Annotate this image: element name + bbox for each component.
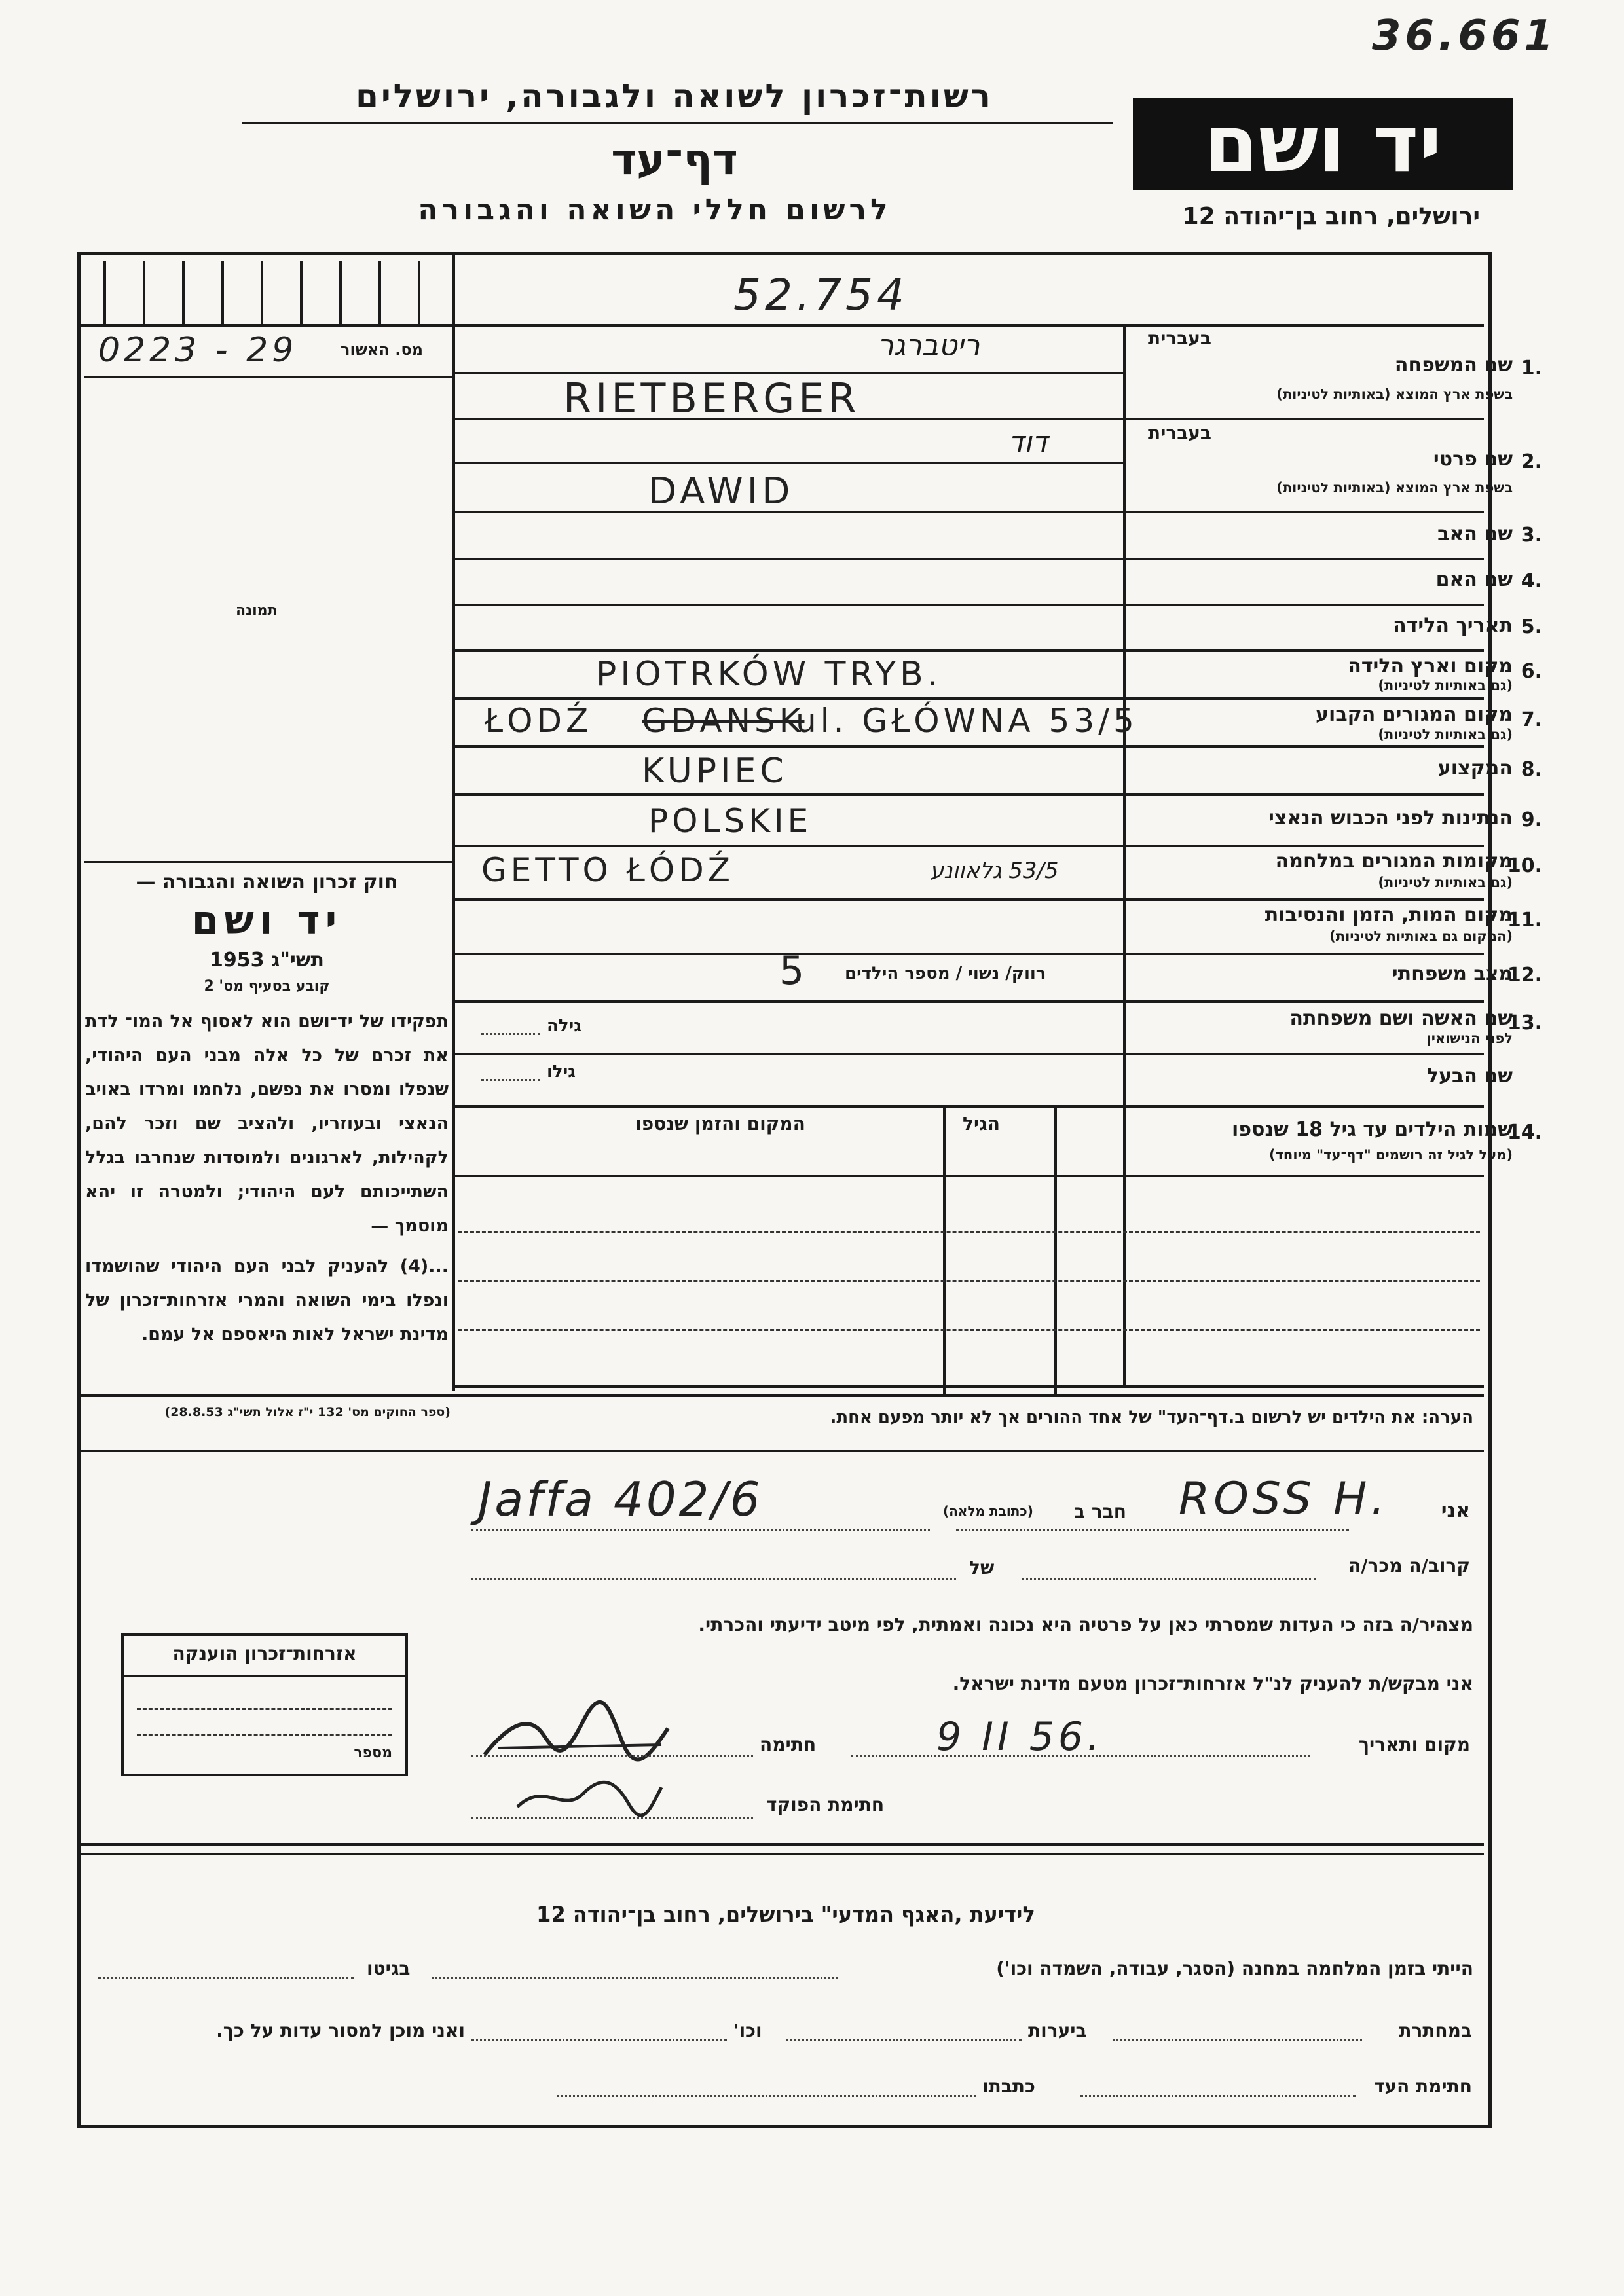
- row-14-number: 14.: [1507, 1121, 1542, 1144]
- member-label: חבר ב: [1074, 1501, 1126, 1522]
- footer-line1-a: הייתי בזמן המלחמה במחנה (הסגר, עבודה, השמדה וכו'): [996, 1958, 1473, 1979]
- form-title: דף־עד: [611, 134, 738, 185]
- witness-signature: [471, 1696, 681, 1774]
- place-date-label: מקום ותאריך: [1358, 1734, 1470, 1755]
- row-6-label: מקום וארץ הלידה: [1348, 655, 1513, 678]
- citizenship-box: [121, 1633, 408, 1776]
- header-underline: [242, 122, 1113, 124]
- profession-value: KUPIEC: [642, 752, 788, 791]
- citizenship-value: POLSKIE: [648, 802, 813, 840]
- residence-crossed: GDANSK: [642, 702, 805, 740]
- row-10-label: מקומות המגורים במלחמה: [1275, 850, 1513, 873]
- surname-hebrew: ריטברגר: [877, 329, 980, 362]
- top-row-divider: [81, 324, 1484, 327]
- surname-latin: RIETBERGER: [563, 374, 860, 422]
- signature-label: חתימה: [760, 1734, 817, 1755]
- left-column-divider: [452, 255, 455, 1391]
- row-7-label: מקום המגורים הקבוע: [1316, 703, 1513, 726]
- photo-label: תמונה: [236, 602, 278, 619]
- row-4-label: שם האם: [1435, 568, 1513, 591]
- row-2-sublabel: בשפת ארץ המוצא (באותיות לטיניות): [1276, 480, 1513, 496]
- column-place: המקום והזמן שנספו: [635, 1113, 805, 1135]
- footer-line2-b: ביערות: [1028, 2020, 1087, 2041]
- address-value: Jaffa 402/6: [478, 1472, 763, 1527]
- birthplace-value: PIOTRKÓW TRYB.: [596, 655, 942, 694]
- footer-line2-c: וכו': [733, 2020, 762, 2041]
- family-status-options: רווק/ נשוי / מספר הילדים: [845, 964, 1046, 983]
- citizenship-box-title: אזרחות־זכרון הוענקה: [172, 1643, 357, 1664]
- row-12-label: מצב משפחתי: [1392, 962, 1513, 985]
- residence-value: ŁODŹ: [485, 702, 593, 740]
- footer-line2-d: ואני מוכן למסור עדות על כך.: [216, 2020, 465, 2041]
- row-3-number: 3.: [1521, 524, 1542, 547]
- footer-line1-b: בגיטו: [367, 1958, 411, 1979]
- row-5-number: 5.: [1521, 615, 1542, 638]
- row-8-label: המקצוע: [1437, 757, 1513, 780]
- hebrew-label-2: בעברית: [1147, 422, 1211, 444]
- row-2-label: שם פרטי: [1433, 448, 1513, 471]
- footer-line2-a: במחתרת: [1399, 2020, 1472, 2041]
- label-column-divider: [1123, 324, 1126, 1385]
- form-subtitle: לרשום חללי השואה והגבורה: [418, 193, 892, 227]
- hebrew-label-1: בעברית: [1147, 327, 1211, 349]
- law-name: יד ושם: [191, 898, 342, 943]
- firstname-hebrew: דוד: [1008, 426, 1048, 459]
- institution-name: רשות־זכרון לשואה ולגבורה, ירושלים: [356, 77, 993, 115]
- witness-name: ROSS H.: [1179, 1473, 1390, 1525]
- row-10-sublabel: (גם באותיות לטיניות): [1378, 875, 1513, 890]
- row-5-label: תאריך הלידה: [1393, 614, 1513, 637]
- column-age: הגיל: [963, 1113, 1000, 1135]
- signer-label: חתימת הפוקד: [766, 1794, 885, 1815]
- children-count: 5: [779, 948, 809, 994]
- husband-name-label: שם הבעל: [1426, 1065, 1513, 1087]
- wartime-residence-value: GETTO ŁÓDŹ: [481, 851, 735, 889]
- handwritten-number: 36.661: [1372, 12, 1557, 60]
- date-value: 9 II 56.: [936, 1714, 1104, 1760]
- row-1-label: שם המשפחה: [1394, 354, 1513, 376]
- children-table-title: שמות הילדים עד גיל 18 שנספו: [1232, 1118, 1513, 1141]
- law-year: תשי"ג 1953: [209, 949, 325, 972]
- row-1-sublabel: בשפת ארץ המוצא (באותיות לטיניות): [1276, 386, 1513, 402]
- law-box: [85, 871, 449, 1352]
- residence-street: ul. GŁÓWNA 53/5: [796, 702, 1138, 740]
- law-title: חוק זכרון השואה והגבורה —: [136, 871, 398, 894]
- row-10-number: 10.: [1507, 854, 1542, 877]
- footer-line3-a: חתימת העד: [1373, 2075, 1472, 2097]
- row-9-label: הנתינות לפני הכבוש הנאצי: [1268, 807, 1513, 829]
- row-7-number: 7.: [1521, 708, 1542, 731]
- law-text-1: תפקידו של יד־ושם הוא לאסוף אל המו־ לדת את זכרם של כל אלה מבני העם היהודי, שנפלו ומסרו את נפשם, נלחמו ומרדו באויב הנאצי ובעוזריו, ולהציב שם וזכר להם, לקהילות, לארגונים ולמוסדות שנחרבו בגלל השתייכותם לעם היהודי; ולמטרה זו יהא מוסמך —: [85, 1011, 449, 1236]
- i-label: אני: [1441, 1499, 1470, 1522]
- permit-value: 0223 - 29: [98, 331, 298, 370]
- row-7-sublabel: (גם באותיות לטיניות): [1378, 727, 1513, 742]
- footer-line3-b: כתבתו: [982, 2075, 1035, 2097]
- firstname-latin: DAWID: [648, 470, 794, 513]
- full-address-label: (כתובת מלאה): [943, 1503, 1033, 1519]
- row-13-label: שם האשה ושם משפחתה: [1289, 1007, 1513, 1030]
- note-text: הערה: את הילדים יש לרשום ב.דף־העד" של אחד ההורים אך לא יותר מפעם אחת.: [830, 1408, 1473, 1427]
- husband-age-label: גילו: [547, 1062, 576, 1082]
- row-13-sublabel: לפני הנישואין: [1426, 1030, 1513, 1046]
- row-12-number: 12.: [1507, 964, 1542, 987]
- permit-label: מס. האשור: [341, 340, 423, 359]
- row-11-number: 11.: [1507, 909, 1542, 932]
- row-8-number: 8.: [1521, 758, 1542, 781]
- citizenship-box-number: מספר: [354, 1745, 392, 1761]
- row-2-number: 2.: [1521, 450, 1542, 473]
- law-clause: קובע בסעיף מס' 2: [204, 978, 330, 994]
- row-9-number: 9.: [1521, 809, 1542, 831]
- address-line: ירושלים, רחוב בן־יהודה 12: [1182, 203, 1480, 230]
- wife-age-label: גילה: [547, 1016, 581, 1036]
- wartime-address-value: 53/5 גלאוונע: [930, 858, 1059, 884]
- row-13-number: 13.: [1507, 1011, 1542, 1034]
- yad-vashem-logo: יד ושם: [1133, 98, 1513, 190]
- row-6-sublabel: (גם באותיות לטיניות): [1378, 678, 1513, 693]
- law-text-2: ...(4) להעניק לבני העם היהודי שהושמדו ונפלו בימי השואה והמרי אזרחות־זכרון של מדינת ישראל לאות היאספם אל עמם.: [85, 1256, 449, 1345]
- row-1-number: 1.: [1521, 357, 1542, 380]
- children-table-subtitle: (מעל לגיל זה רושמים "דף־עד" מיוחד): [1268, 1147, 1513, 1163]
- row-3-label: שם האב: [1437, 522, 1513, 545]
- row-11-sublabel: (המקום גם באותיות לטיניות): [1329, 928, 1513, 944]
- declaration-request: אני מבקש/ת להעניק לנ"ל אזרחות־זכרון מטעם מדינת ישראל.: [952, 1673, 1473, 1694]
- declaration-statement: מצהיר/ה בזה כי העדות שמסרתי כאן על פרטיה היא נכונה ואמתית, לפי מיטב ידיעתי והכרתי.: [698, 1614, 1473, 1635]
- of-label: של: [969, 1557, 995, 1578]
- record-number: 52.754: [733, 270, 908, 320]
- row-11-label: מקום המות, הזמן והנסיבות: [1264, 903, 1513, 926]
- row-6-number: 6.: [1521, 660, 1542, 683]
- law-citation: (ספר החוקים מס' 132 י"ז אלול תשי"ג 28.8.53): [164, 1405, 451, 1419]
- row-4-number: 4.: [1521, 570, 1542, 592]
- footer-notice: לידיעת ,האגף המדעי" בירושלים, רחוב בן־יהודה 12: [536, 1902, 1035, 1927]
- relative-label: קרוב/ה מכר/ה: [1348, 1555, 1470, 1576]
